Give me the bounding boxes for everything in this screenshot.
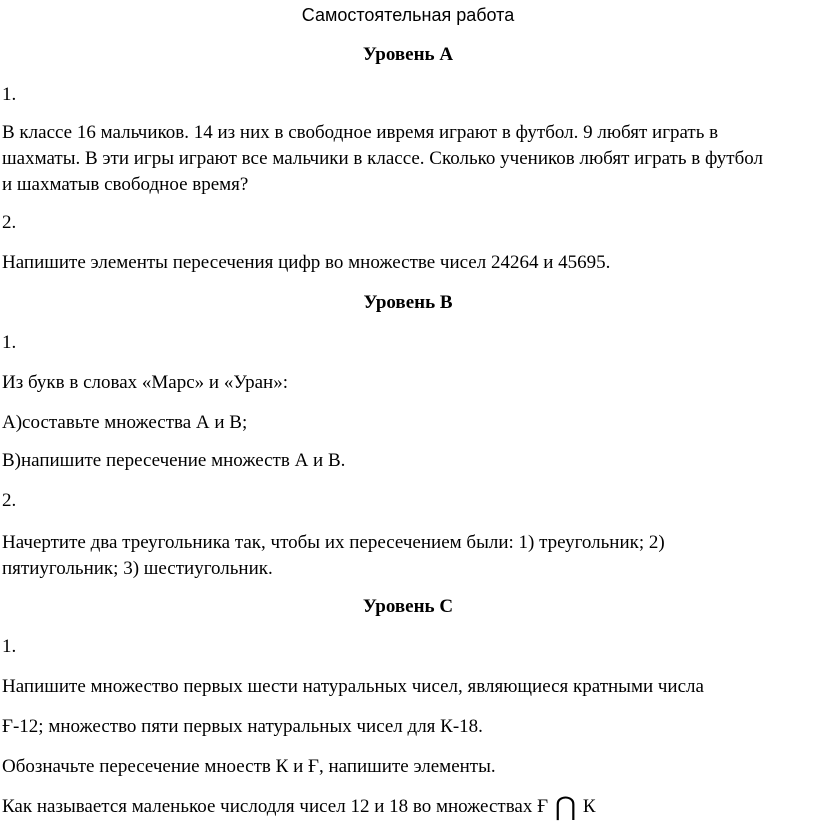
- level-b-task1-number: 1.: [2, 332, 17, 353]
- level-c-task1-line4-text: Как называется маленькое числодля чисел 12 и 18 во множествах Ғ: [2, 796, 549, 817]
- level-a-task2-number: 2.: [2, 212, 17, 233]
- intersection-symbol: ⋂: [554, 792, 577, 821]
- level-a-task1-line1: В классе 16 мальчиков. 14 из них в свободное ивремя играют в футбол. 9 любят играть в: [2, 122, 719, 143]
- level-c-task1-line4-tail: К: [582, 796, 596, 817]
- level-b-task2-line2: пятиугольник; 3) шестиугольник.: [2, 558, 273, 579]
- level-b-task1-line1: Из букв в словах «Марс» и «Уран»:: [2, 372, 289, 393]
- level-a-task1-line3: и шахматыв свободное время?: [2, 174, 249, 195]
- level-b-task1-line3: В)напишите пересечение множеств А и В.: [2, 450, 346, 471]
- level-a-heading: Уровень А: [362, 44, 454, 65]
- level-c-task1-line2: Ғ-12; множество пяти первых натуральных чисел для К-18.: [2, 716, 483, 737]
- level-c-heading: Уровень С: [362, 596, 454, 617]
- level-b-task2-number: 2.: [2, 490, 17, 511]
- level-a-task1-number: 1.: [2, 84, 17, 105]
- level-a-task2-line1: Напишите элементы пересечения цифр во множестве чисел 24264 и 45695.: [2, 252, 611, 273]
- level-a-task1-line2: шахматы. В эти игры играют все мальчики в классе. Сколько учеников любят играть в футбол: [2, 148, 764, 169]
- level-c-task1-number: 1.: [2, 636, 17, 657]
- worksheet-title: Самостоятельная работа: [301, 5, 515, 25]
- level-b-task2-line1: Начертите два треугольника так, чтобы их пересечением были: 1) треугольник; 2): [2, 532, 665, 553]
- level-b-heading: Уровень В: [363, 292, 453, 313]
- level-c-task1-line3: Обозначьте пересечение мноеств К и Ғ, напишите элементы.: [2, 756, 496, 777]
- level-b-task1-line2: А)составьте множества А и В;: [2, 412, 248, 433]
- level-c-task1-line1: Напишите множество первых шести натуральных чисел, являющиеся кратными числа: [2, 676, 704, 697]
- level-c-task1-line4: [2, 792, 596, 821]
